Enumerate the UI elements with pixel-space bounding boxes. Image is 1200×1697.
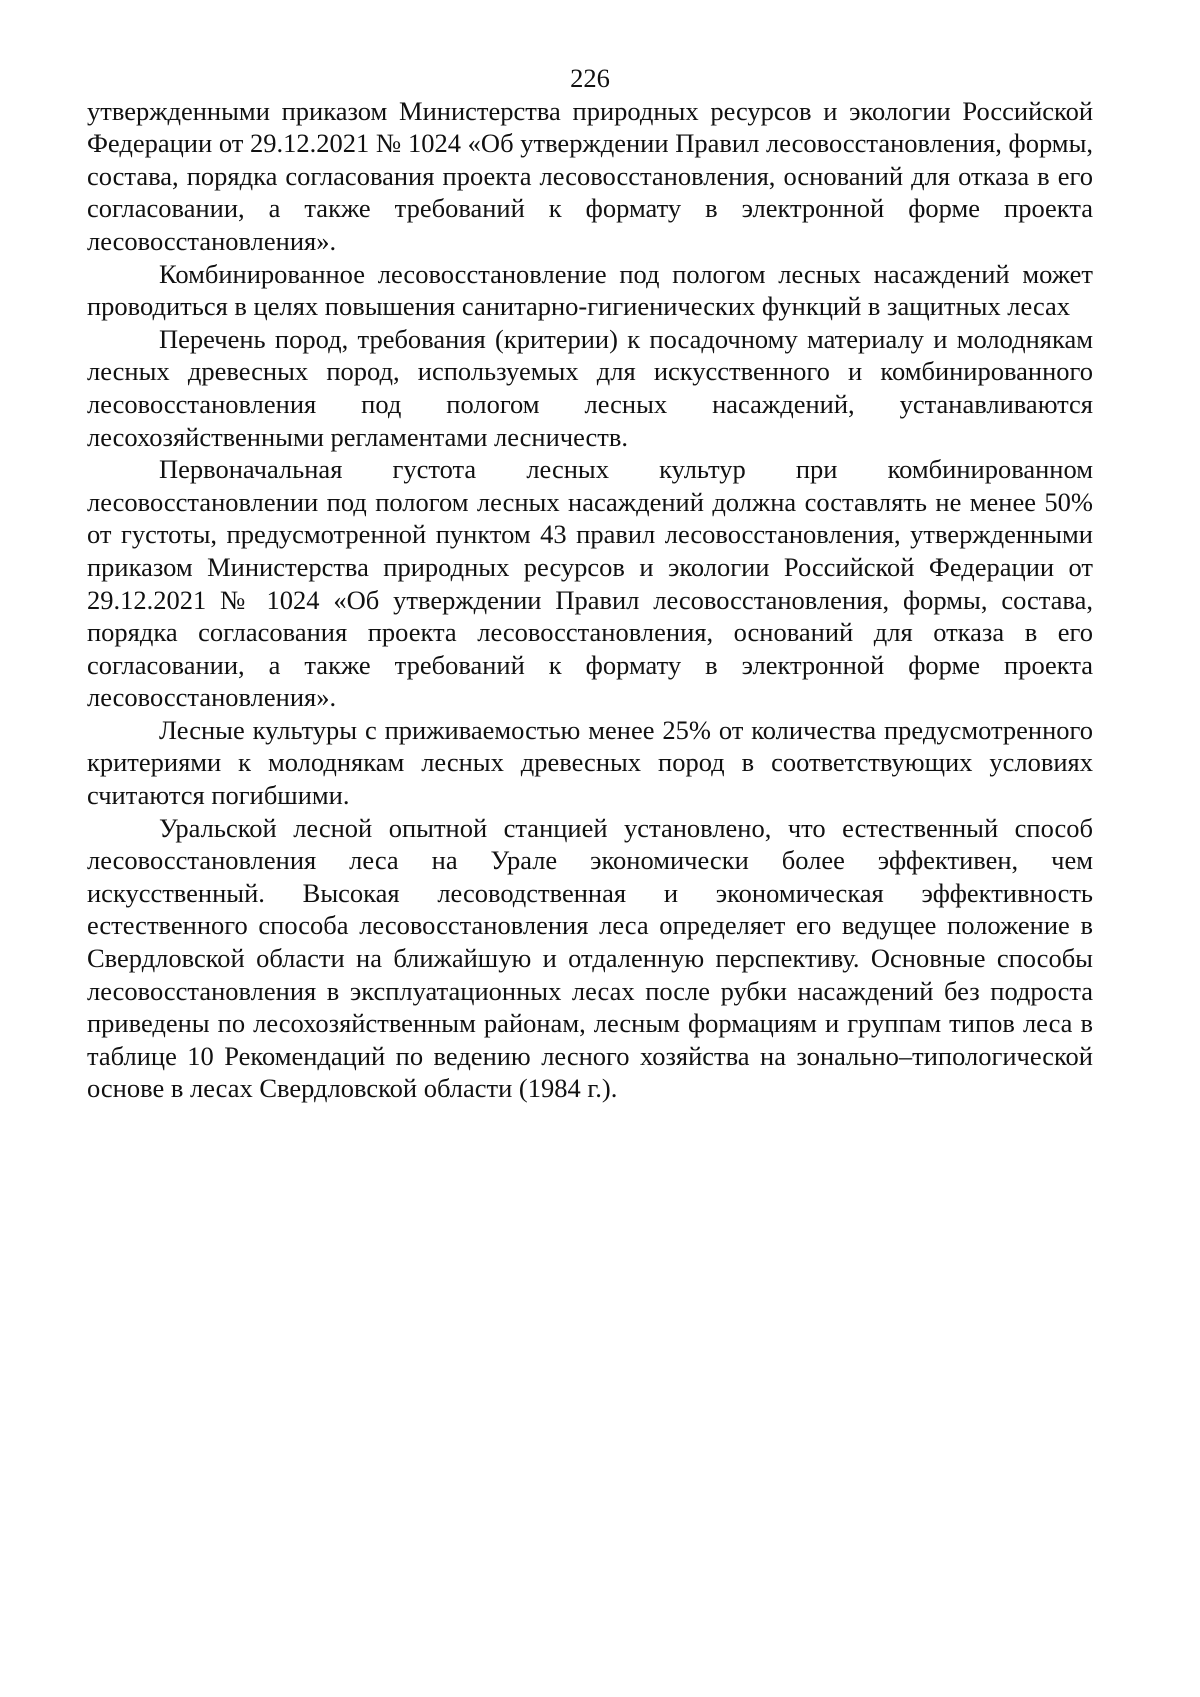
- paragraph-3: Перечень пород, требования (критерии) к посадочному материалу и молоднякам лесных древесных пород, используемых для искусственного и комбинированного лесовосстановления под пологом лесных насаждений, устанавливаются лесохозяйственными регламентами лесничеств.: [87, 323, 1093, 452]
- paragraph-6: Уральской лесной опытной станцией установлено, что естественный способ лесовосстановления леса на Урале экономически более эффективен, чем искусственный. Высокая лесоводственная и экономическая эффективность естественного способа лесовосстановления леса определяет его ведущее положение в Свердловской области на ближайшую и отдаленную перспективу. Основные способы лесовосстановления в эксплуатационных лесах после рубки насаждений без подроста приведены по лесохозяйственным районам, лесным формациям и группам типов леса в таблице 10 Рекомендаций по ведению лесного хозяйства на зонально–типологической основе в лесах Свердловской области (1984 г.).: [87, 812, 1093, 1104]
- paragraph-5: Лесные культуры с приживаемостью менее 25% от количества предусмотренного критериями к молоднякам лесных древесных пород в соответствующих условиях считаются погибшими.: [87, 714, 1093, 811]
- paragraph-4: Первоначальная густота лесных культур при комбинированном лесовосстановлении под пологом лесных насаждений должна составлять не менее 50% от густоты, предусмотренной пунктом 43 правил лесовосстановления, утвержденными приказом Министерства природных ресурсов и экологии Российской Федерации от 29.12.2021 № 1024 «Об утверждении Правил лесовосстановления, формы, состава, порядка согласования проекта лесовосстановления, оснований для отказа в его согласовании, а также требований к формату в электронной форме проекта лесовосстановления».: [87, 454, 1093, 713]
- paragraph-1: утвержденными приказом Министерства природных ресурсов и экологии Российской Федерации от 29.12.2021 № 1024 «Об утверждении Правил лесовосстановления, формы, состава, порядка согласования проекта лесовосстановления, оснований для отказа в его согласовании, а также требований к формату в электронной форме проекта лесовосстановления».: [87, 95, 1093, 256]
- page-number: 226: [570, 63, 610, 93]
- document-page: [87, 62, 1093, 1105]
- paragraph-2: Комбинированное лесовосстановление под пологом лесных насаждений может проводиться в целях повышения санитарно-гигиенических функций в защитных лесах: [87, 258, 1093, 322]
